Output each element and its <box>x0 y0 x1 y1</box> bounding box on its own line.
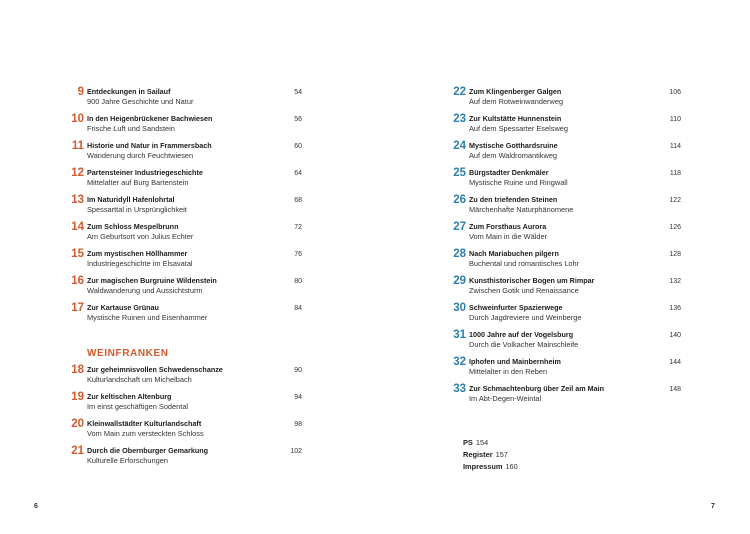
entry-title: Partensteiner Industriegeschichte <box>87 168 203 177</box>
toc-entry <box>66 140 302 167</box>
entry-page: 106 <box>669 89 681 96</box>
entry-page: 72 <box>294 224 302 231</box>
entry-title: Zum Klingenberger Galgen <box>469 87 562 96</box>
entry-number: 21 <box>71 445 84 457</box>
entry-number: 18 <box>71 364 84 376</box>
toc-entry <box>66 275 302 302</box>
entry-title: Im Naturidyll Hafenlohrtal <box>87 195 175 204</box>
toc-entry <box>448 167 681 194</box>
entry-title: Zu den triefenden Steinen <box>469 195 558 204</box>
back-matter-title: PS <box>463 438 473 447</box>
toc-entry <box>66 418 302 445</box>
entry-subtitle: Buchental und romantisches Lohr <box>469 259 580 268</box>
toc-entry <box>66 302 302 329</box>
entry-page: 94 <box>294 394 302 401</box>
toc-entry <box>448 302 681 329</box>
entry-subtitle: Vom Main in die Wälder <box>469 232 548 241</box>
back-matter-item <box>463 461 518 473</box>
entry-number: 30 <box>453 302 466 314</box>
entry-title: Zum Forsthaus Aurora <box>469 222 547 231</box>
toc-entry <box>448 329 681 356</box>
entry-title: 1000 Jahre auf der Vogelsburg <box>469 330 574 339</box>
toc-entry <box>66 391 302 418</box>
entry-subtitle: Mystische Ruinen und Eisenhammer <box>87 313 208 322</box>
entry-title: Kleinwallstädter Kulturlandschaft <box>87 419 202 428</box>
entry-subtitle: Auf dem Spessarter Eselsweg <box>469 124 568 133</box>
entry-subtitle: Durch Jagdreviere und Weinberge <box>469 313 582 322</box>
back-matter-page: 157 <box>495 450 508 459</box>
entry-subtitle: Durch die Volkacher Mainschleife <box>469 340 579 349</box>
back-matter-item <box>463 449 518 461</box>
entry-page: 136 <box>669 305 681 312</box>
entry-number: 20 <box>71 418 84 430</box>
entry-title: Kunsthistorischer Bogen um Rimpar <box>469 276 595 285</box>
entry-page: 114 <box>669 143 681 150</box>
entry-title: Durch die Obernburger Gemarkung <box>87 446 209 455</box>
entry-number: 25 <box>453 167 466 179</box>
back-matter-title: Register <box>463 450 493 459</box>
entry-number: 19 <box>71 391 84 403</box>
entry-page: 148 <box>669 386 681 393</box>
entry-subtitle: Märchenhafte Naturphänomene <box>469 205 574 214</box>
entry-page: 80 <box>294 278 302 285</box>
entry-number: 9 <box>77 86 84 98</box>
entry-number: 26 <box>453 194 466 206</box>
entry-subtitle: Mittelalter auf Burg Bartenstein <box>87 178 189 187</box>
toc-entry <box>448 86 681 113</box>
entry-subtitle: Industriegeschichte im Elsavatal <box>87 259 193 268</box>
entry-subtitle: Im Abt-Degen-Weintal <box>469 394 542 403</box>
entry-subtitle: Auf dem Waldromantikweg <box>469 151 558 160</box>
entry-page: 90 <box>294 367 302 374</box>
toc-entry <box>66 221 302 248</box>
entry-title: Iphofen und Mainbernheim <box>469 357 561 366</box>
entry-title: Entdeckungen in Sailauf <box>87 87 171 96</box>
entry-title: Zur Kultstätte Hunnenstein <box>469 114 562 123</box>
entry-title: Bürgstadter Denkmäler <box>469 168 549 177</box>
back-matter-title: Impressum <box>463 462 503 471</box>
toc-right-column <box>448 86 681 410</box>
entry-title: Schweinfurter Spazierwege <box>469 303 563 312</box>
entry-number: 11 <box>71 140 84 152</box>
entry-number: 27 <box>453 221 466 233</box>
entry-page: 54 <box>294 89 302 96</box>
toc-entry <box>448 140 681 167</box>
entry-number: 23 <box>453 113 466 125</box>
toc-entry <box>66 248 302 275</box>
entry-title: In den Heigenbrückener Bachwiesen <box>87 114 213 123</box>
entry-page: 126 <box>669 224 681 231</box>
toc-left-column <box>66 86 302 329</box>
entry-subtitle: Mystische Ruine und Ringwall <box>469 178 568 187</box>
entry-title: Zum mystischen Höllhammer <box>87 249 188 258</box>
entry-title: Nach Mariabuchen pilgern <box>469 249 559 258</box>
entry-number: 33 <box>453 383 466 395</box>
entry-number: 32 <box>453 356 466 368</box>
entry-number: 12 <box>71 167 84 179</box>
entry-page: 122 <box>669 197 681 204</box>
toc-entry <box>66 86 302 113</box>
back-matter-page: 154 <box>475 438 489 447</box>
toc-entry <box>448 275 681 302</box>
entry-subtitle: 900 Jahre Geschichte und Natur <box>87 97 194 106</box>
entry-number: 22 <box>453 86 466 98</box>
entry-page: 128 <box>669 251 681 258</box>
entry-number: 13 <box>71 194 84 206</box>
entry-page: 64 <box>294 170 302 177</box>
entry-subtitle: Wanderung durch Feuchtwiesen <box>87 151 194 160</box>
entry-subtitle: Kulturelle Erforschungen <box>87 456 168 465</box>
back-matter-item <box>463 437 518 449</box>
section-heading: WEINFRANKEN <box>87 348 169 359</box>
entry-title: Zum Schloss Mespelbrunn <box>87 222 179 231</box>
toc-entry <box>66 194 302 221</box>
toc-entry <box>66 167 302 194</box>
toc-entry <box>448 356 681 383</box>
entry-title: Zur geheimnisvollen Schwedenschanze <box>87 365 223 374</box>
entry-subtitle: Mittelalter in den Reben <box>469 367 548 376</box>
entry-number: 31 <box>453 329 466 341</box>
entry-number: 16 <box>71 275 84 287</box>
entry-number: 29 <box>453 275 466 287</box>
entry-page: 68 <box>294 197 302 204</box>
entry-page: 110 <box>669 116 681 123</box>
entry-number: 24 <box>453 140 466 152</box>
toc-entry <box>66 445 302 472</box>
entry-subtitle: Frische Luft und Sandstein <box>87 124 175 133</box>
entry-subtitle: Auf dem Rotweinwanderweg <box>469 97 564 106</box>
entry-page: 60 <box>294 143 302 150</box>
entry-title: Zur magischen Burgruine Wildenstein <box>87 276 217 285</box>
entry-number: 17 <box>71 302 84 314</box>
back-matter-page: 160 <box>505 462 518 471</box>
page-number-left: 6 <box>34 503 38 510</box>
back-matter <box>463 437 518 473</box>
entry-page: 140 <box>669 332 681 339</box>
entry-subtitle: Vom Main zum versteckten Schloss <box>87 429 204 438</box>
entry-subtitle: Im einst geschäftigen Sodental <box>87 402 189 411</box>
entry-title: Zur keltischen Altenburg <box>87 392 172 401</box>
entry-number: 15 <box>71 248 84 260</box>
toc-left-column-section <box>66 364 302 472</box>
entry-page: 84 <box>294 305 302 312</box>
page-number-right: 7 <box>711 503 715 510</box>
toc-entry <box>448 113 681 140</box>
entry-title: Historie und Natur in Frammersbach <box>87 141 212 150</box>
entry-subtitle: Waldwanderung und Aussichtsturm <box>87 286 203 295</box>
entry-number: 28 <box>453 248 466 260</box>
toc-entry <box>66 113 302 140</box>
entry-page: 132 <box>669 278 681 285</box>
entry-page: 56 <box>294 116 302 123</box>
entry-page: 98 <box>294 421 302 428</box>
entry-page: 102 <box>290 448 302 455</box>
toc-entry <box>448 221 681 248</box>
entry-title: Mystische Gotthardsruine <box>469 141 558 150</box>
entry-subtitle: Zwischen Gotik und Renaissance <box>469 286 579 295</box>
entry-subtitle: Spessarttal in Ursprünglichkeit <box>87 205 187 214</box>
entry-page: 118 <box>669 170 681 177</box>
entry-title: Zur Schmachtenburg über Zeil am Main <box>469 384 604 393</box>
entry-number: 10 <box>71 113 84 125</box>
entry-page: 76 <box>294 251 302 258</box>
toc-entry <box>66 364 302 391</box>
toc-entry <box>448 383 681 410</box>
entry-subtitle: Kulturlandschaft um Michelbach <box>87 375 192 384</box>
entry-subtitle: Am Geburtsort von Julius Echter <box>87 232 194 241</box>
toc-entry <box>448 248 681 275</box>
entry-number: 14 <box>71 221 84 233</box>
entry-title: Zur Kartause Grünau <box>87 303 159 312</box>
toc-entry <box>448 194 681 221</box>
entry-page: 144 <box>669 359 681 366</box>
